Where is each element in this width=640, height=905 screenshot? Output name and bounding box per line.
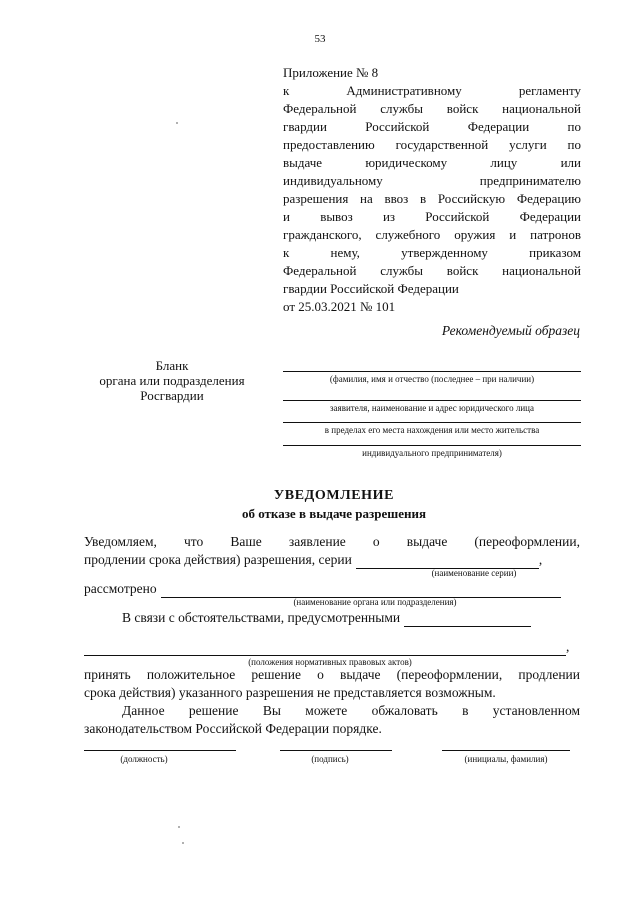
addressee-caption: заявителя, наименование и адрес юридического лица bbox=[330, 403, 534, 413]
name-signature-line[interactable] bbox=[442, 750, 570, 751]
acts-field[interactable] bbox=[84, 639, 566, 656]
recommended-sample-label: Рекомендуемый образец bbox=[441, 323, 580, 338]
body-text-line bbox=[84, 552, 542, 569]
blank-line: Бланк bbox=[155, 358, 189, 373]
scan-speck bbox=[182, 842, 184, 844]
appendix-line: индивидуальному предпринимателю bbox=[283, 173, 581, 188]
body-text-line: законодательством Российской Федерации порядке. bbox=[84, 721, 382, 736]
reviewed-line bbox=[84, 581, 561, 598]
series-comma: , bbox=[538, 552, 543, 567]
position-caption: (должность) bbox=[120, 754, 168, 764]
position-signature-line[interactable] bbox=[84, 750, 236, 751]
scan-speck bbox=[176, 122, 178, 124]
appendix-line: гражданского, служебного оружия и патронов bbox=[283, 227, 581, 242]
blank-line: органа или подразделения bbox=[99, 373, 245, 388]
addressee-fill-line[interactable] bbox=[283, 371, 581, 372]
body-text-line: принять положительное решение о выдаче (переоформлении, продлении bbox=[84, 667, 580, 682]
circumstances-field[interactable] bbox=[404, 610, 531, 627]
body-text-line: Уведомляем, что Ваше заявление о выдаче (переоформлении, bbox=[84, 534, 580, 549]
addressee-caption: в пределах его места нахождения или место жительства bbox=[324, 425, 540, 435]
page-number: 53 bbox=[314, 33, 326, 45]
series-prefix: продлении срока действия) разрешения, серии bbox=[84, 552, 352, 567]
reviewed-label: рассмотрено bbox=[84, 581, 157, 596]
signature-line[interactable] bbox=[280, 750, 392, 751]
scan-speck bbox=[178, 826, 180, 828]
circumstances-label: В связи с обстоятельствами, предусмотренными bbox=[122, 610, 401, 625]
blank-label bbox=[80, 358, 264, 403]
appendix-line: гвардии Российской Федерации bbox=[283, 281, 459, 296]
acts-caption: (положения нормативных правовых актов) bbox=[248, 657, 412, 667]
blank-line: Росгвардии bbox=[140, 388, 204, 403]
appendix-line: Приложение № 8 bbox=[283, 65, 379, 80]
body-text-line: срока действия) указанного разрешения не представляется возможным. bbox=[84, 685, 496, 700]
acts-line bbox=[84, 638, 570, 654]
series-field[interactable] bbox=[356, 552, 539, 569]
addressee-caption: индивидуального предпринимателя) bbox=[362, 448, 502, 458]
addressee-fill-line[interactable] bbox=[283, 400, 581, 401]
document-subtitle: об отказе в выдаче разрешения bbox=[241, 506, 427, 521]
appendix-block bbox=[283, 64, 581, 316]
appendix-line: гвардии Российской Федерации по bbox=[283, 119, 581, 134]
appendix-line: к Административному регламенту bbox=[283, 83, 581, 98]
addressee-fill-line[interactable] bbox=[283, 422, 581, 423]
body-text-line: Данное решение Вы можете обжаловать в установленном bbox=[122, 703, 580, 718]
series-caption: (наименование серии) bbox=[431, 568, 517, 578]
signature-caption: (подпись) bbox=[311, 754, 349, 764]
organ-caption: (наименование органа или подразделения) bbox=[293, 597, 457, 607]
circumstances-line bbox=[122, 610, 531, 627]
appendix-line: Федеральной службы войск национальной bbox=[283, 101, 581, 116]
appendix-line: выдаче юридическому лицу или bbox=[283, 155, 581, 170]
appendix-line: Федеральной службы войск национальной bbox=[283, 263, 581, 278]
appendix-line: к нему, утвержденному приказом bbox=[283, 245, 581, 260]
organ-field[interactable] bbox=[161, 581, 561, 598]
appendix-line: разрешения на ввоз в Российскую Федерацию bbox=[283, 191, 581, 206]
appendix-line: предоставлению государственной услуги по bbox=[283, 137, 581, 152]
addressee-caption: (фамилия, имя и отчество (последнее – при наличии) bbox=[329, 374, 535, 384]
acts-comma: , bbox=[566, 639, 570, 654]
appendix-line: от 25.03.2021 № 101 bbox=[283, 299, 396, 314]
name-caption: (инициалы, фамилия) bbox=[464, 754, 548, 764]
addressee-fill-line[interactable] bbox=[283, 445, 581, 446]
document-title: УВЕДОМЛЕНИЕ bbox=[273, 488, 395, 503]
appendix-line: и вывоз из Российской Федерации bbox=[283, 209, 581, 224]
